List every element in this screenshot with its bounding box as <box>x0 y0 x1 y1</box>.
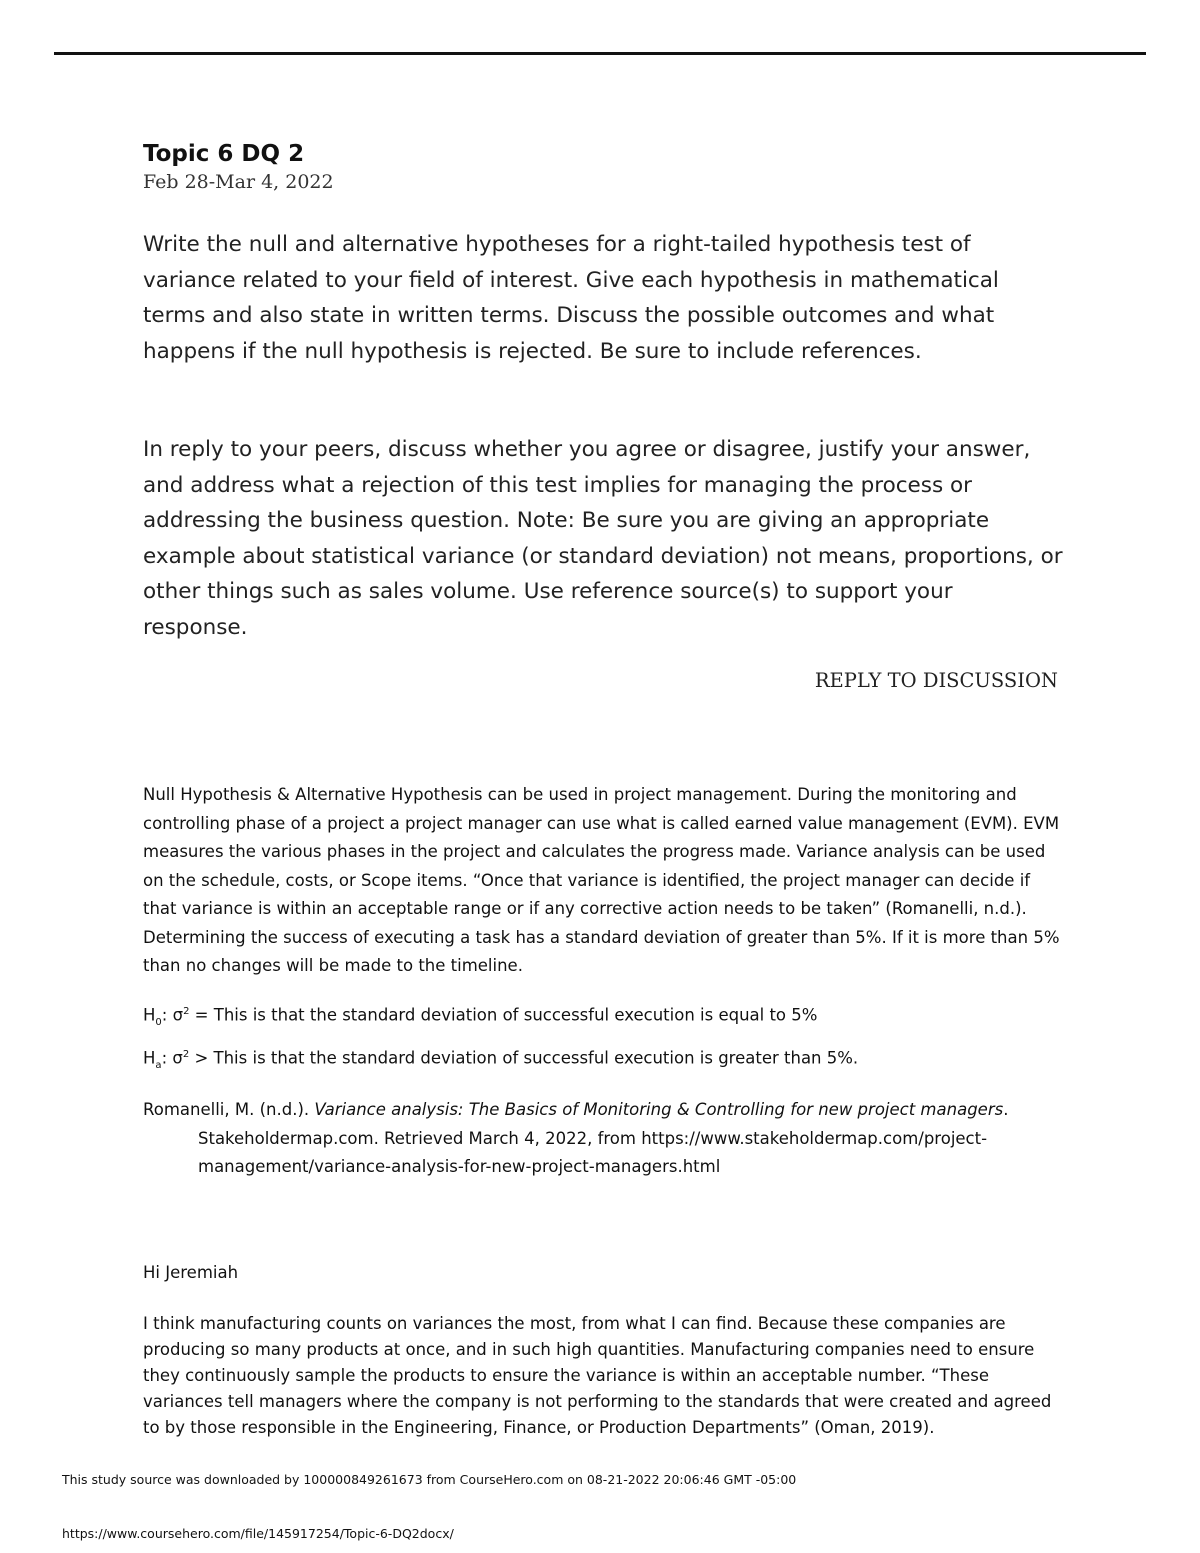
page-title: Topic 6 DQ 2 <box>143 141 305 167</box>
post-body: Null Hypothesis & Alternative Hypothesis can be used in project management. During the monitoring and controlling phase of a project a project manager can use what is called earned value management (EVM). EVM measures the various phases in the project and calculates the progress made. Variance analysis can be used on the schedule, costs, or Scope items. “Once that variance is identified, the project manager can decide if that variance is within an acceptable range or if any corrective action needs to be taken” (Romanelli, n.d.). Determining the success of executing a task has a standard deviation of greater than 5%. If it is more than 5% than no changes will be made to the timeline. <box>143 785 1060 975</box>
alternative-hypothesis: $H_a$: $\sigma^2$ > This is that the standard deviation of successful execution is greater than 5%. <box>143 1048 859 1071</box>
null-hypothesis: $H_0$: $\sigma^2$ = This is that the standard deviation of successful execution is equal to 5% <box>143 1005 818 1028</box>
source-url-link[interactable]: https://www.coursehero.com/file/145917254/Topic-6-DQ2docx/ <box>62 1526 454 1541</box>
reply-to-discussion-link[interactable]: REPLY TO DISCUSSION <box>814 669 1058 692</box>
reply-body: I think manufacturing counts on variances the most, from what I can find. Because these companies are producing so many products at once, and in such high quantities. Manufacturing companies need to ensure they continuously sample the products to ensure the variance is within an acceptable number. “These variances tell managers where the company is not performing to the standards that were created and agreed to by those responsible in the Engineering, Finance, or Production Departments” (Oman, 2019). <box>143 1314 1052 1437</box>
reply-greeting: Hi Jeremiah <box>143 1263 239 1282</box>
download-notice: This study source was downloaded by 100000849261673 from CourseHero.com on 08-21-2022 20:06:46 GMT -05:00 <box>62 1472 797 1487</box>
date-range: Feb 28-Mar 4, 2022 <box>143 171 334 193</box>
reference-entry: Romanelli, M. (n.d.). Variance analysis: The Basics of Monitoring & Controlling for new project managers. Stakeholdermap.com. Retrieved March 4, 2022, from https://www.stakeholdermap.com/project-management/variance-analysis-for-new-project-managers.html <box>143 1100 1009 1176</box>
prompt-paragraph-1: Write the null and alternative hypotheses for a right-tailed hypothesis test of variance related to your field of interest. Give each hypothesis in mathematical terms and also state in written terms. Discuss the possible outcomes and what happens if the null hypothesis is rejected. Be sure to include references. <box>143 232 999 364</box>
top-divider <box>54 52 1146 55</box>
prompt-paragraph-2: In reply to your peers, discuss whether you agree or disagree, justify your answer, and address what a rejection of this test implies for managing the process or addressing the business question. Note: Be sure you are giving an appropriate example about statistical variance (or standard deviation) not means, proportions, or other things such as sales volume. Use reference source(s) to support your response. <box>143 437 1063 640</box>
